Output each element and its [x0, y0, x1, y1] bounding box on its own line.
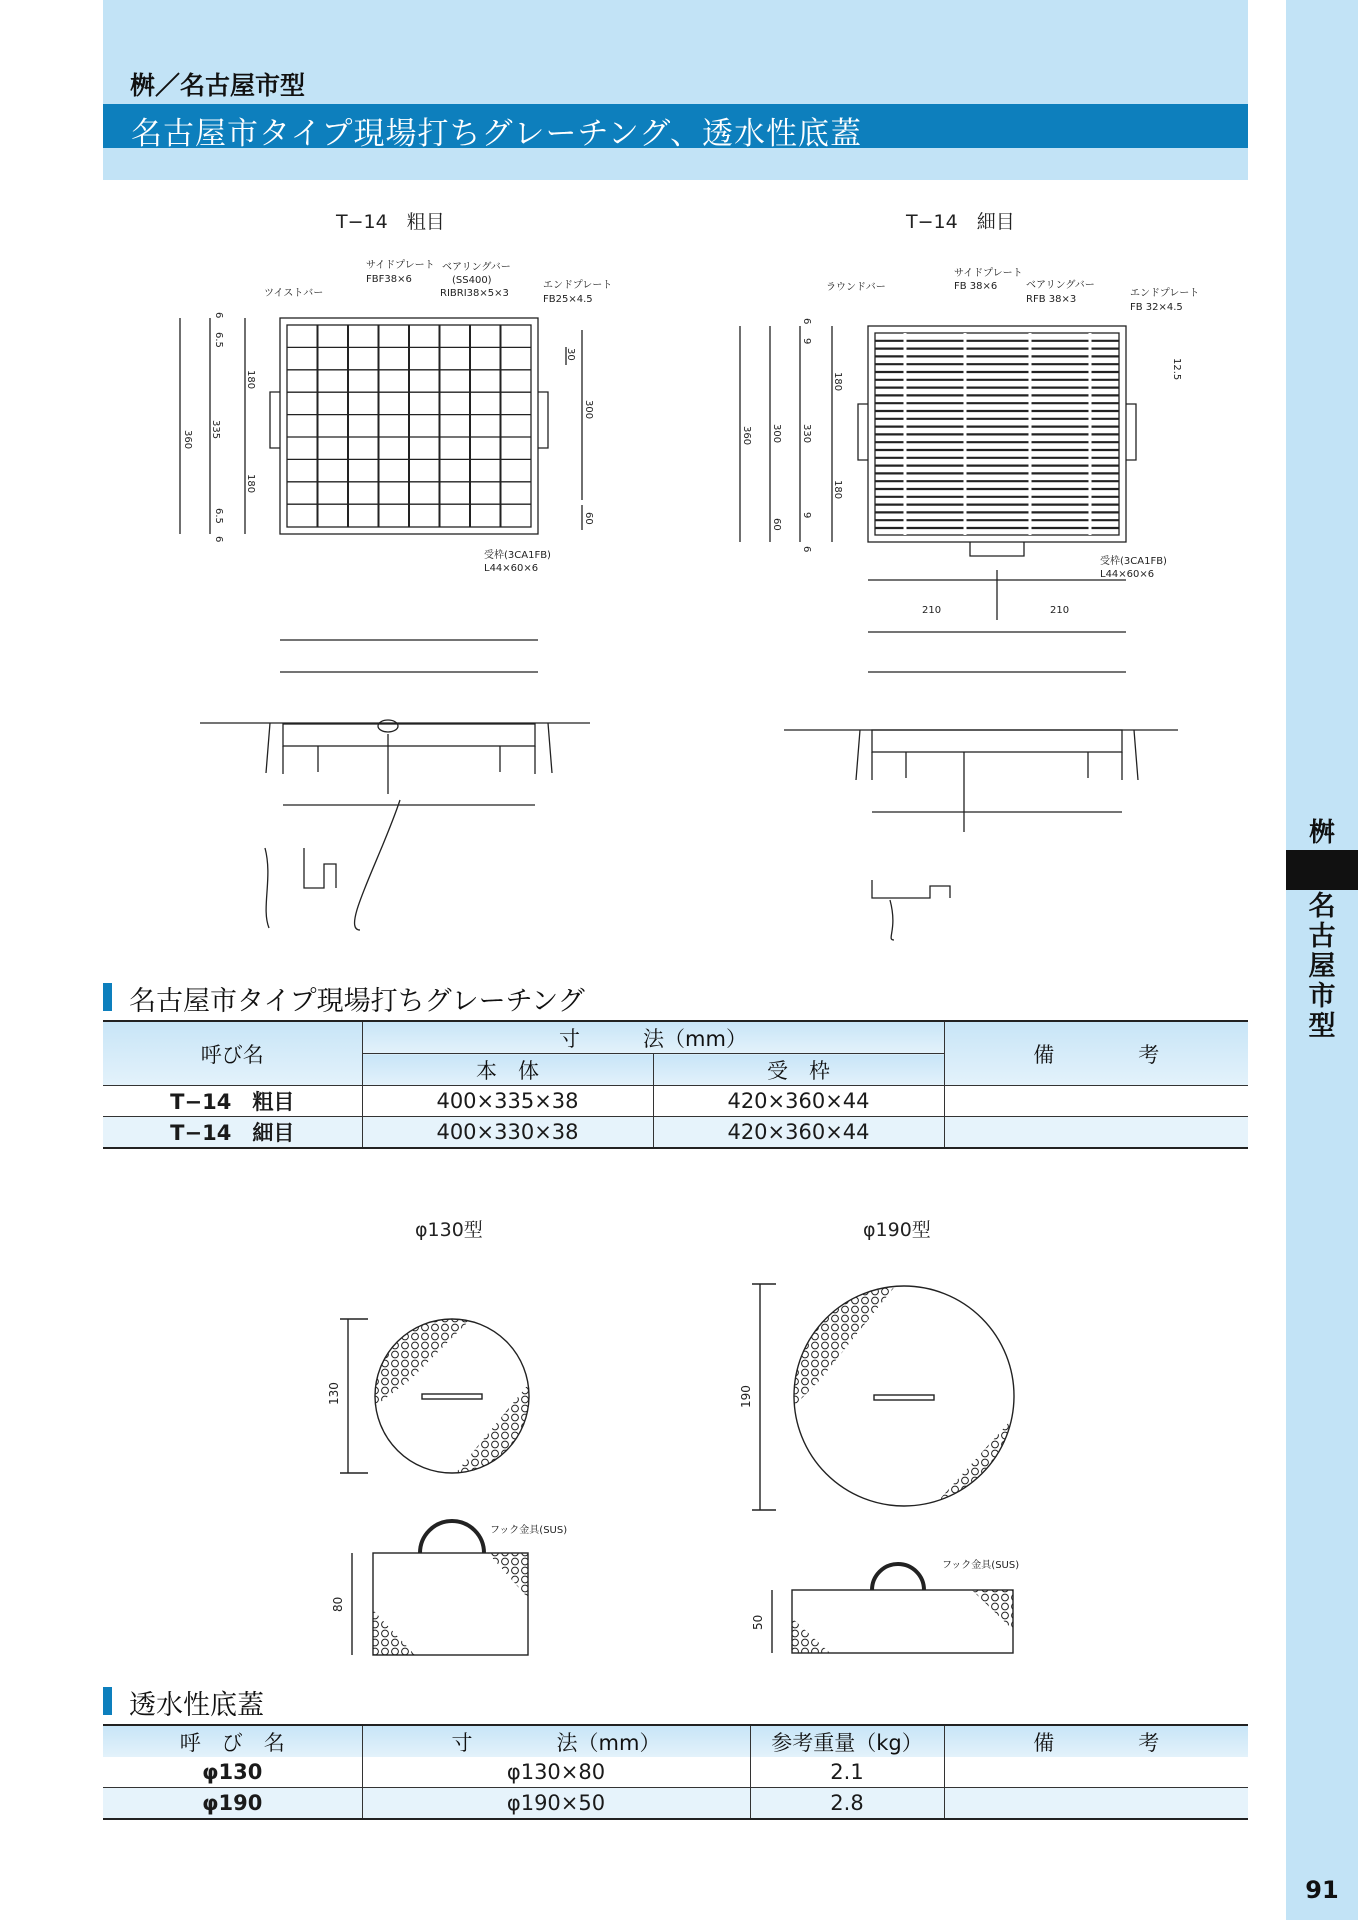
cell-notes	[944, 1117, 1248, 1149]
cell-dims: φ190×50	[362, 1788, 750, 1820]
label: FB25×4.5	[543, 294, 593, 305]
dim: 190	[739, 1385, 753, 1408]
col-dims-header: 寸 法（mm）	[362, 1021, 944, 1054]
table-row	[103, 1788, 1248, 1820]
coarse-plan	[180, 318, 582, 534]
heading-marker	[103, 983, 112, 1011]
phi190-caption: φ190型	[863, 1219, 931, 1241]
label: FBF38×6	[366, 274, 412, 285]
label: ラウンドバー	[826, 282, 886, 293]
heading-text: 透水性底蓋	[129, 1690, 264, 1721]
side-tab-subcategory: 名 古 屋 市 型	[1308, 891, 1336, 1042]
dim: 60	[583, 512, 594, 525]
col-name-header: 呼び名	[103, 1021, 362, 1086]
dim: 9	[801, 512, 812, 519]
phi130-caption: φ130型	[415, 1219, 483, 1241]
label: ベアリングバー	[1026, 280, 1095, 291]
col-dims-header: 寸 法（mm）	[362, 1725, 750, 1757]
label: ベアリングバー	[442, 262, 511, 273]
table-row	[103, 1117, 1248, 1149]
label: 受枠(3CA1FB)	[1100, 556, 1167, 567]
col-frame-header: 受 枠	[653, 1054, 944, 1086]
label: フック金具(SUS)	[490, 1525, 568, 1536]
table-row	[103, 1757, 1248, 1788]
cell-body: 400×335×38	[362, 1086, 653, 1117]
coarse-section	[200, 640, 590, 930]
dim: 80	[331, 1596, 345, 1612]
dim: 60	[771, 518, 782, 531]
cell-frame: 420×360×44	[653, 1086, 944, 1117]
dim: 335	[210, 420, 221, 440]
col-notes-header: 備 考	[944, 1725, 1248, 1757]
fine-section	[784, 672, 1178, 940]
dim: 6	[801, 318, 812, 325]
fine-plan	[740, 326, 1136, 632]
label: フック金具(SUS)	[942, 1560, 1020, 1571]
phi190-drawing	[752, 1280, 1020, 1653]
page-title: 名古屋市タイプ現場打ちグレーチング、透水性底蓋	[131, 116, 863, 152]
label: RIBRI38×5×3	[440, 288, 509, 299]
cell-name: T−14 細目	[103, 1117, 362, 1149]
cell-name: T−14 粗目	[103, 1086, 362, 1117]
phi130-drawing	[340, 1310, 540, 1655]
dim: 130	[327, 1382, 341, 1405]
col-body-header: 本 体	[362, 1054, 653, 1086]
table-row	[103, 1086, 1248, 1117]
col-name-header: 呼 び 名	[103, 1725, 362, 1757]
label: サイドプレート	[366, 260, 435, 271]
category-label: 桝／名古屋市型	[130, 71, 306, 100]
dim: 6	[801, 546, 812, 553]
dim: 9	[801, 338, 812, 345]
dim: 6.5	[213, 332, 224, 348]
cell-dims: φ130×80	[362, 1757, 750, 1788]
cell-weight: 2.8	[750, 1788, 944, 1820]
cell-body: 400×330×38	[362, 1117, 653, 1149]
label: サイドプレート	[954, 268, 1023, 279]
grating-spec-table	[103, 1020, 1248, 1149]
cell-weight: 2.1	[750, 1757, 944, 1788]
dim: 180	[832, 372, 843, 392]
lid-spec-table	[103, 1724, 1248, 1820]
cell-name: φ190	[103, 1788, 362, 1820]
dim: 6.5	[213, 508, 224, 524]
cell-frame: 420×360×44	[653, 1117, 944, 1149]
dim: 180	[245, 370, 256, 390]
col-notes-header: 備 考	[944, 1021, 1248, 1086]
page-number: 91	[1305, 1876, 1339, 1904]
dim: 210	[922, 605, 942, 616]
label: FB 38×6	[954, 281, 998, 292]
dim: 360	[741, 426, 752, 446]
cell-name: φ130	[103, 1757, 362, 1788]
side-tab-category: 桝	[1308, 818, 1335, 848]
col-weight-header: 参考重量（kg）	[750, 1725, 944, 1757]
dim: 6	[213, 312, 224, 319]
dim: 180	[832, 480, 843, 500]
heading-text: 名古屋市タイプ現場打ちグレーチング	[129, 986, 585, 1017]
label: FB 32×4.5	[1130, 302, 1183, 313]
dim: 300	[771, 424, 782, 444]
label: (SS400)	[452, 275, 492, 286]
label: ツイストバー	[264, 288, 324, 299]
heading-marker	[103, 1687, 112, 1715]
dim: 300	[583, 400, 594, 420]
dim: 6	[213, 536, 224, 543]
label: L44×60×6	[484, 563, 539, 574]
dim: 30	[565, 348, 576, 361]
fine-caption: T−14 細目	[906, 211, 1015, 233]
dim: 180	[245, 474, 256, 494]
dim: 360	[182, 430, 193, 450]
label: エンドプレート	[1130, 288, 1200, 299]
dim: 210	[1050, 605, 1070, 616]
label: RFB 38×3	[1026, 294, 1077, 305]
label: エンドプレート	[543, 280, 613, 291]
cell-notes	[944, 1086, 1248, 1117]
label: 受枠(3CA1FB)	[484, 550, 551, 561]
cell-notes	[944, 1757, 1248, 1788]
cell-notes	[944, 1788, 1248, 1820]
dim: 12.5	[1171, 358, 1182, 381]
dim: 50	[751, 1614, 765, 1630]
dim: 330	[801, 424, 812, 444]
coarse-caption: T−14 粗目	[336, 211, 445, 233]
label: L44×60×6	[1100, 569, 1155, 580]
